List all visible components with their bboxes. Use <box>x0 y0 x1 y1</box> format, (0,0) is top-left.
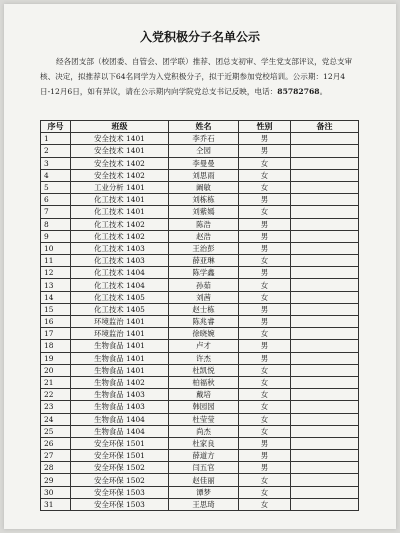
cell-class: 生物食品 1401 <box>71 364 169 376</box>
cell-class: 生物食品 1402 <box>71 376 169 388</box>
cell-class: 生物食品 1401 <box>71 340 169 352</box>
table-row <box>41 242 359 254</box>
cell-remarks <box>291 450 359 462</box>
cell-seq: 8 <box>41 218 71 230</box>
cell-class: 安全环保 1502 <box>71 462 169 474</box>
table-row <box>41 279 359 291</box>
cell-remarks <box>291 425 359 437</box>
cell-gender: 男 <box>239 145 291 157</box>
cell-remarks <box>291 279 359 291</box>
cell-remarks <box>291 474 359 486</box>
cell-class: 生物食品 1403 <box>71 401 169 413</box>
cell-remarks <box>291 389 359 401</box>
cell-name: 刘栋栋 <box>169 194 239 206</box>
cell-seq: 4 <box>41 169 71 181</box>
cell-seq: 16 <box>41 316 71 328</box>
page-title: 入党积极分子名单公示 <box>139 30 260 44</box>
cell-remarks <box>291 157 359 169</box>
cell-name: 刘思雨 <box>169 169 239 181</box>
cell-name: 王思琦 <box>169 498 239 510</box>
cell-name: 刘茜 <box>169 291 239 303</box>
roster-table <box>40 120 359 511</box>
cell-remarks <box>291 255 359 267</box>
table-row <box>41 389 359 401</box>
table-row <box>41 218 359 230</box>
cell-seq: 11 <box>41 255 71 267</box>
table-row <box>41 316 359 328</box>
cell-seq: 15 <box>41 303 71 315</box>
cell-name: 杜莹莹 <box>169 413 239 425</box>
cell-name: 赵佳丽 <box>169 474 239 486</box>
phone-number: 85782768 <box>277 87 320 96</box>
cell-remarks <box>291 328 359 340</box>
cell-name: 徐晓婉 <box>169 328 239 340</box>
table-row <box>41 230 359 242</box>
cell-seq: 5 <box>41 181 71 193</box>
cell-gender: 女 <box>239 169 291 181</box>
cell-remarks <box>291 364 359 376</box>
cell-seq: 24 <box>41 413 71 425</box>
cell-seq: 6 <box>41 194 71 206</box>
table-row <box>41 352 359 364</box>
table-row <box>41 486 359 498</box>
cell-gender: 男 <box>239 462 291 474</box>
cell-gender: 女 <box>239 413 291 425</box>
cell-gender: 女 <box>239 255 291 267</box>
cell-remarks <box>291 242 359 254</box>
cell-name: 陈学鑫 <box>169 267 239 279</box>
header-name: 姓名 <box>169 121 239 133</box>
table-row <box>41 413 359 425</box>
cell-gender: 男 <box>239 242 291 254</box>
phone-suffix: 。 <box>319 87 328 96</box>
cell-seq: 25 <box>41 425 71 437</box>
cell-name: 闫五官 <box>169 462 239 474</box>
cell-remarks <box>291 230 359 242</box>
cell-seq: 22 <box>41 389 71 401</box>
table-row <box>41 401 359 413</box>
cell-name: 谭梦 <box>169 486 239 498</box>
table-row <box>41 425 359 437</box>
table-row <box>41 498 359 510</box>
table-body <box>41 133 359 511</box>
cell-gender: 女 <box>239 291 291 303</box>
cell-remarks <box>291 291 359 303</box>
cell-seq: 26 <box>41 437 71 449</box>
cell-seq: 30 <box>41 486 71 498</box>
cell-class: 工业分析 1401 <box>71 181 169 193</box>
cell-name: 许杰 <box>169 352 239 364</box>
cell-class: 安全技术 1401 <box>71 133 169 145</box>
cell-seq: 14 <box>41 291 71 303</box>
cell-gender: 女 <box>239 401 291 413</box>
cell-gender: 女 <box>239 498 291 510</box>
cell-class: 化工技术 1403 <box>71 255 169 267</box>
table-row <box>41 145 359 157</box>
cell-seq: 21 <box>41 376 71 388</box>
table-row <box>41 181 359 193</box>
cell-gender: 男 <box>239 133 291 145</box>
cell-class: 环境监治 1401 <box>71 328 169 340</box>
cell-name: 薛道方 <box>169 450 239 462</box>
cell-name: 陈浩 <box>169 218 239 230</box>
cell-remarks <box>291 267 359 279</box>
table-row <box>41 206 359 218</box>
cell-name: 赵浩 <box>169 230 239 242</box>
cell-remarks <box>291 303 359 315</box>
cell-gender: 男 <box>239 450 291 462</box>
cell-remarks <box>291 376 359 388</box>
table-row <box>41 462 359 474</box>
table-row <box>41 194 359 206</box>
cell-seq: 29 <box>41 474 71 486</box>
cell-seq: 10 <box>41 242 71 254</box>
cell-seq: 27 <box>41 450 71 462</box>
cell-seq: 12 <box>41 267 71 279</box>
cell-gender: 男 <box>239 340 291 352</box>
cell-gender: 女 <box>239 425 291 437</box>
cell-name: 孙茹 <box>169 279 239 291</box>
cell-class: 安全环保 1502 <box>71 474 169 486</box>
cell-name: 陈兆睿 <box>169 316 239 328</box>
cell-gender: 男 <box>239 303 291 315</box>
cell-gender: 男 <box>239 230 291 242</box>
cell-gender: 男 <box>239 352 291 364</box>
table-row <box>41 437 359 449</box>
table-row <box>41 303 359 315</box>
cell-class: 安全环保 1503 <box>71 498 169 510</box>
cell-class: 化工技术 1405 <box>71 291 169 303</box>
cell-remarks <box>291 145 359 157</box>
header-seq: 序号 <box>41 121 71 133</box>
cell-gender: 男 <box>239 267 291 279</box>
table-row <box>41 169 359 181</box>
header-gender: 性别 <box>239 121 291 133</box>
cell-class: 生物食品 1404 <box>71 413 169 425</box>
cell-name: 薛亚琳 <box>169 255 239 267</box>
cell-name: 尚杰 <box>169 425 239 437</box>
header-remarks: 备注 <box>291 121 359 133</box>
cell-gender: 女 <box>239 206 291 218</box>
cell-seq: 31 <box>41 498 71 510</box>
cell-name: 韩园园 <box>169 401 239 413</box>
announcement-paragraph <box>40 54 358 99</box>
cell-name: 卢才 <box>169 340 239 352</box>
cell-gender: 女 <box>239 328 291 340</box>
cell-name: 李曼曼 <box>169 157 239 169</box>
cell-remarks <box>291 486 359 498</box>
announcement-text: 经各团支部（校团委、自管会、团学联）推荐、团总支初审、学生党支部评议，党总支审核、决定，拟推荐以下64名同学为入党积极分子，拟于近期参加党校培训。公示期：12月4日-12月6日，如有异议，请在公示期内向学院党总支书记反映，电话： <box>40 57 353 96</box>
cell-class: 化工技术 1402 <box>71 218 169 230</box>
cell-gender: 女 <box>239 364 291 376</box>
table-row <box>41 255 359 267</box>
cell-class: 化工技术 1404 <box>71 267 169 279</box>
cell-class: 安全技术 1402 <box>71 157 169 169</box>
header-class: 班级 <box>71 121 169 133</box>
cell-gender: 女 <box>239 486 291 498</box>
cell-class: 环境监治 1401 <box>71 316 169 328</box>
table-row <box>41 133 359 145</box>
cell-name: 李乔石 <box>169 133 239 145</box>
cell-class: 化工技术 1401 <box>71 194 169 206</box>
cell-gender: 女 <box>239 474 291 486</box>
cell-seq: 20 <box>41 364 71 376</box>
cell-seq: 19 <box>41 352 71 364</box>
cell-name: 柏福秋 <box>169 376 239 388</box>
cell-remarks <box>291 133 359 145</box>
cell-seq: 9 <box>41 230 71 242</box>
cell-class: 化工技术 1405 <box>71 303 169 315</box>
cell-gender: 女 <box>239 376 291 388</box>
cell-seq: 17 <box>41 328 71 340</box>
cell-gender: 男 <box>239 316 291 328</box>
cell-class: 化工技术 1403 <box>71 242 169 254</box>
cell-remarks <box>291 462 359 474</box>
cell-seq: 1 <box>41 133 71 145</box>
cell-name: 赵士栋 <box>169 303 239 315</box>
cell-class: 化工技术 1404 <box>71 279 169 291</box>
cell-remarks <box>291 352 359 364</box>
cell-remarks <box>291 206 359 218</box>
cell-name: 阚敏 <box>169 181 239 193</box>
cell-class: 生物食品 1403 <box>71 389 169 401</box>
cell-remarks <box>291 401 359 413</box>
table-row <box>41 340 359 352</box>
table-row <box>41 291 359 303</box>
cell-name: 杜凯悦 <box>169 364 239 376</box>
cell-seq: 13 <box>41 279 71 291</box>
cell-name: 王治彭 <box>169 242 239 254</box>
cell-class: 化工技术 1401 <box>71 206 169 218</box>
cell-name: 刘紫嫣 <box>169 206 239 218</box>
cell-gender: 女 <box>239 157 291 169</box>
cell-gender: 男 <box>239 218 291 230</box>
cell-gender: 女 <box>239 389 291 401</box>
cell-gender: 男 <box>239 194 291 206</box>
cell-class: 化工技术 1402 <box>71 230 169 242</box>
table-row <box>41 328 359 340</box>
cell-remarks <box>291 169 359 181</box>
cell-class: 生物食品 1404 <box>71 425 169 437</box>
cell-seq: 2 <box>41 145 71 157</box>
cell-seq: 3 <box>41 157 71 169</box>
cell-seq: 28 <box>41 462 71 474</box>
cell-class: 安全技术 1401 <box>71 145 169 157</box>
table-row <box>41 376 359 388</box>
cell-name: 仝园 <box>169 145 239 157</box>
cell-remarks <box>291 498 359 510</box>
document-page <box>4 4 396 529</box>
table-header-row <box>41 121 359 133</box>
cell-gender: 女 <box>239 181 291 193</box>
table-row <box>41 474 359 486</box>
cell-remarks <box>291 218 359 230</box>
cell-gender: 男 <box>239 437 291 449</box>
cell-name: 杜家良 <box>169 437 239 449</box>
cell-remarks <box>291 413 359 425</box>
cell-seq: 7 <box>41 206 71 218</box>
cell-class: 安全环保 1501 <box>71 437 169 449</box>
table-row <box>41 450 359 462</box>
table-row <box>41 157 359 169</box>
cell-name: 戴培 <box>169 389 239 401</box>
cell-remarks <box>291 340 359 352</box>
cell-remarks <box>291 437 359 449</box>
cell-class: 安全环保 1503 <box>71 486 169 498</box>
cell-remarks <box>291 181 359 193</box>
table-row <box>41 267 359 279</box>
cell-remarks <box>291 194 359 206</box>
table-row <box>41 364 359 376</box>
cell-seq: 23 <box>41 401 71 413</box>
cell-class: 安全技术 1402 <box>71 169 169 181</box>
cell-remarks <box>291 316 359 328</box>
cell-class: 安全环保 1501 <box>71 450 169 462</box>
cell-seq: 18 <box>41 340 71 352</box>
cell-class: 生物食品 1401 <box>71 352 169 364</box>
cell-gender: 女 <box>239 279 291 291</box>
